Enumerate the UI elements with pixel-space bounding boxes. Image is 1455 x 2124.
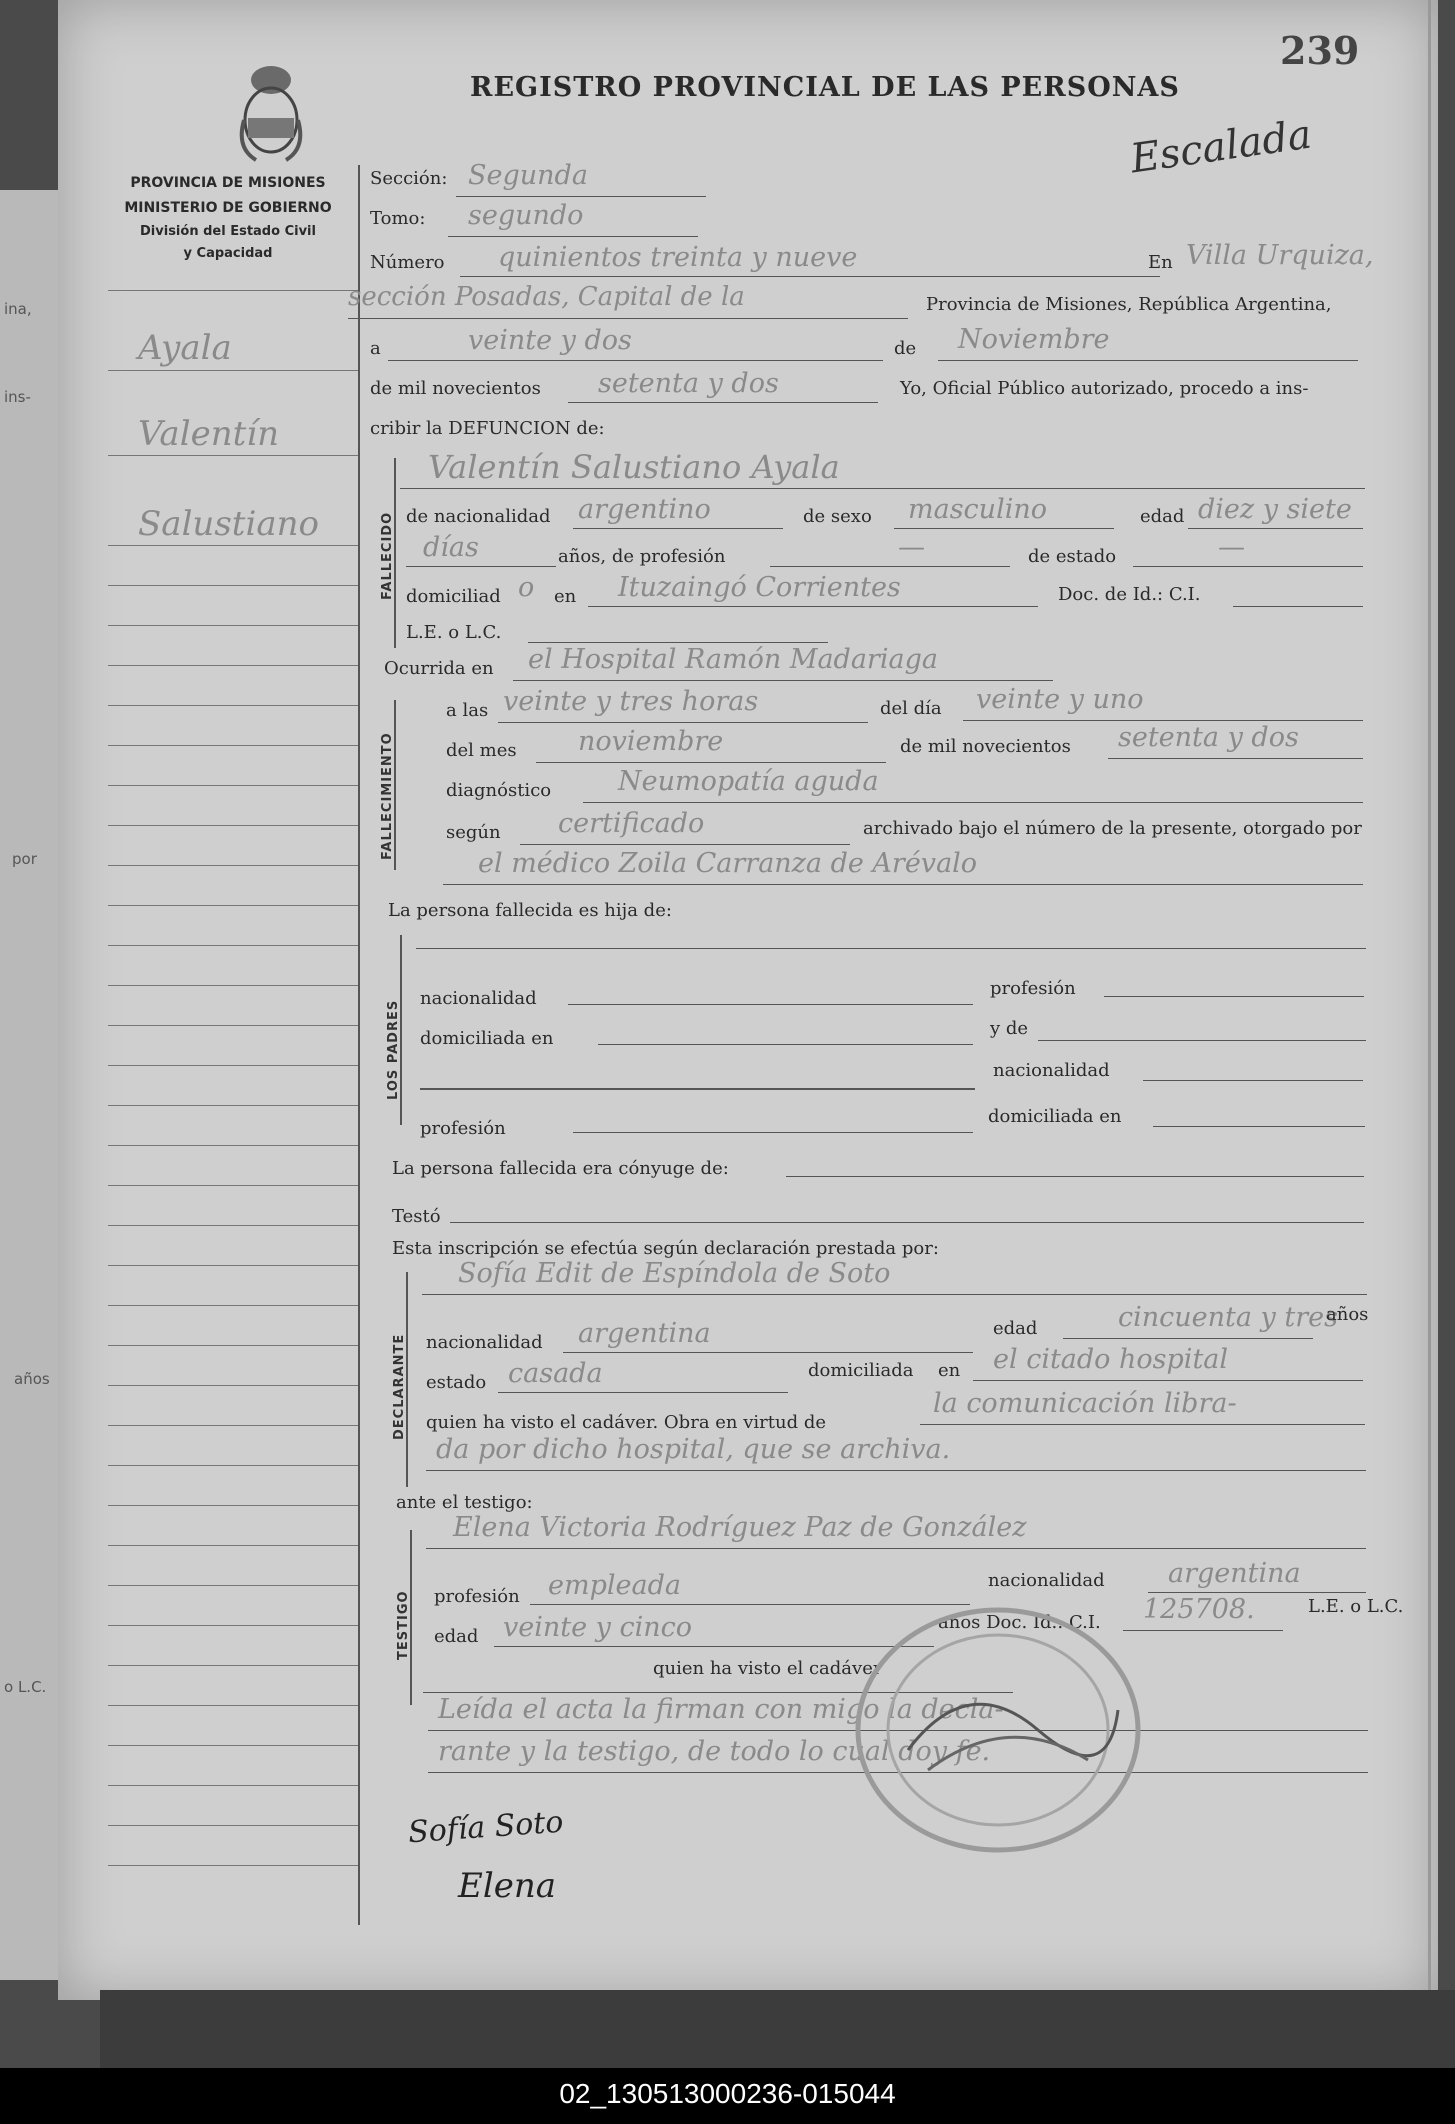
month-rule (938, 360, 1358, 361)
padre-domiciliada-rule (598, 1044, 973, 1045)
ocurrida-value: el Hospital Ramón Madariaga (528, 644, 938, 675)
fallecido-doc-rule (1233, 606, 1363, 607)
margin-rule (108, 1145, 358, 1146)
fallecido-domicilio-en: en (554, 586, 577, 607)
day-rule (388, 360, 883, 361)
margin-rule (108, 1025, 358, 1026)
declarante-edad-value: cincuenta y tres (1118, 1302, 1338, 1333)
anio-value: setenta y dos (1118, 722, 1299, 753)
testigo-name: Elena Victoria Rodríguez Paz de González (453, 1512, 1027, 1543)
anio-label: de mil novecientos (900, 736, 1071, 757)
ocurrida-rule (513, 680, 1053, 681)
margin-rule (108, 1065, 358, 1066)
left-page-fragment: por (12, 850, 37, 868)
fallecido-nacionalidad-value: argentino (578, 494, 711, 525)
testigo-section-label: TESTIGO (396, 1590, 411, 1660)
testo-text: Testó (392, 1206, 441, 1227)
testo-rule (450, 1222, 1364, 1223)
en-label: En (1148, 252, 1173, 273)
fallecido-domicilio-value: Ituzaingó Corrientes (618, 572, 901, 603)
margin-name-1: Valentín (138, 414, 280, 454)
year-rule (568, 402, 878, 403)
fallecido-edad-value: diez y siete (1198, 494, 1352, 525)
medico-rule (443, 884, 1363, 885)
declarante-nacionalidad-label: nacionalidad (426, 1332, 543, 1353)
year-prefix: de mil novecientos (370, 378, 541, 399)
image-id-caption: 02_130513000236-015044 (559, 2078, 896, 2109)
left-page-fragment: ina, (4, 300, 32, 318)
margin-rule (108, 1785, 358, 1786)
declarante-nacionalidad-value: argentina (578, 1318, 711, 1349)
margin-divider (358, 165, 360, 1925)
declarante-estado-rule (498, 1392, 788, 1393)
ante-text: ante el testigo: (396, 1492, 533, 1513)
registrar-signature: Escalada (1127, 111, 1315, 183)
margin-rule (108, 985, 358, 986)
fallecido-edad-label: edad (1140, 506, 1185, 527)
ocurrida-label: Ocurrida en (384, 658, 494, 679)
diag-rule (583, 802, 1363, 803)
margin-rule (108, 665, 358, 666)
margin-rule (108, 825, 358, 826)
fallecido-domicilio-rule (588, 606, 1038, 607)
seccion-label: Sección: (370, 168, 448, 189)
madre-nacionalidad-label: nacionalidad (993, 1060, 1110, 1081)
year-value: setenta y dos (598, 368, 779, 399)
document-page (58, 0, 1438, 2000)
margin-rule (108, 945, 358, 946)
margin-rule (108, 705, 358, 706)
madre-yde-label: y de (990, 1018, 1029, 1039)
agency-province: PROVINCIA DE MISIONES (130, 175, 326, 191)
declarante-domicilio-rule (973, 1380, 1363, 1381)
margin-rule (108, 370, 358, 371)
diag-value: Neumopatía aguda (618, 766, 879, 797)
margin-rule (108, 1545, 358, 1546)
location-rule (348, 318, 908, 319)
declarante-edad-label: edad (993, 1318, 1038, 1339)
margin-rule (108, 545, 358, 546)
margin-rule (108, 1745, 358, 1746)
margin-rule (108, 865, 358, 866)
margin-rule (108, 1345, 358, 1346)
fallecido-sexo-label: de sexo (803, 506, 872, 527)
testigo-nacionalidad-value: argentina (1168, 1558, 1301, 1589)
madre-domiciliada-rule (1153, 1126, 1365, 1127)
margin-rule (108, 1425, 358, 1426)
margin-rule (108, 1705, 358, 1706)
diag-label: diagnóstico (446, 780, 552, 801)
padre-domiciliada-label: domiciliada en (420, 1028, 554, 1049)
declarante-domiciliada-en: en (938, 1360, 961, 1381)
fallecido-profesion-value: — (898, 532, 925, 563)
testigo-nacionalidad-label: nacionalidad (988, 1570, 1105, 1591)
fallecido-le-label: L.E. o L.C. (406, 622, 502, 643)
fallecido-name-rule (400, 488, 1365, 489)
month-value: Noviembre (958, 324, 1110, 355)
madre-name-rule (1038, 1040, 1366, 1041)
declarante-signature: Sofía Soto (406, 1804, 565, 1851)
a-label: a (370, 338, 381, 359)
testigo-edad-label: edad (434, 1626, 479, 1647)
testigo-le-label: L.E. o L.C. (1308, 1596, 1404, 1617)
margin-rule (108, 1105, 358, 1106)
fallecido-sexo-rule (894, 528, 1114, 529)
padre-name-rule (416, 948, 1366, 949)
margin-rule (108, 785, 358, 786)
padre-nacionalidad-label: nacionalidad (420, 988, 537, 1009)
declarante-cadaver-text: quien ha visto el cadáver. Obra en virtud de (426, 1412, 827, 1433)
declarante-domiciliada-label: domiciliada (808, 1360, 914, 1381)
testigo-doc-label: años Doc. Id.: C.I. (938, 1612, 1101, 1633)
declaracion-text: Esta inscripción se efectúa según declaración prestada por: (392, 1238, 939, 1259)
hora-label: a las (446, 700, 489, 721)
margin-rule (108, 1225, 358, 1226)
fallecido-edad-value-2: días (423, 532, 479, 563)
en-value: Villa Urquiza, (1186, 240, 1374, 271)
padre-profesion-rule (1104, 996, 1364, 997)
margin-rule (108, 455, 358, 456)
padre-profesion2-rule (573, 1132, 973, 1133)
fallecido-edad-rule (1188, 528, 1363, 529)
numero-label: Número (370, 252, 445, 273)
fallecido-doc-label: Doc. de Id.: C.I. (1058, 584, 1201, 605)
provincia-text: Provincia de Misiones, República Argentina, (926, 294, 1332, 315)
seccion-rule (456, 196, 706, 197)
day-value: veinte y dos (468, 325, 632, 356)
official-seal-stamp-icon (848, 1600, 1148, 1860)
margin-rule (108, 625, 358, 626)
segun-label: según (446, 822, 501, 843)
folio-number: 239 (1280, 28, 1360, 73)
testigo-nacionalidad-rule (1148, 1592, 1366, 1593)
fallecido-edad-rule-2 (406, 566, 556, 567)
mes-value: noviembre (578, 726, 724, 757)
left-page-fragment: ins- (4, 388, 31, 406)
testigo-profesion-value: empleada (548, 1570, 681, 1601)
numero-rule (460, 276, 1160, 277)
fallecido-nacionalidad-rule (573, 528, 783, 529)
padre-profesion-label: profesión (990, 978, 1076, 999)
fallecido-profesion-rule (770, 566, 1010, 567)
agency-ministry: MINISTERIO DE GOBIERNO (124, 200, 332, 216)
margin-surname: Ayala (138, 328, 232, 368)
fallecido-le-rule (528, 642, 828, 643)
padre-nacionalidad-rule (568, 1004, 973, 1005)
left-page-fragment: años (14, 1370, 50, 1388)
fallecido-domiciliado-label: domiciliad (406, 586, 501, 607)
oficial-text-2: cribir la DEFUNCION de: (370, 418, 605, 439)
margin-rule (108, 905, 358, 906)
location-value: sección Posadas, Capital de la (348, 282, 745, 312)
declarante-virtud-value: la comunicación libra- (933, 1388, 1237, 1419)
tomo-label: Tomo: (370, 208, 426, 229)
margin-name-2: Salustiano (138, 504, 319, 544)
agency-capacity: y Capacidad (183, 246, 273, 261)
archivado-text: archivado bajo el número de la presente, otorgado por (863, 818, 1362, 839)
argentine-coat-of-arms-icon (236, 58, 306, 168)
declarante-section-label: DECLARANTE (392, 1333, 407, 1440)
hora-rule (498, 722, 868, 723)
testigo-doc-value: 125708. (1143, 1594, 1255, 1625)
margin-rule (108, 1385, 358, 1386)
anio-rule (1108, 758, 1363, 759)
fallecido-name: Valentín Salustiano Ayala (428, 448, 840, 486)
margin-rule (108, 1505, 358, 1506)
mes-rule (536, 762, 886, 763)
margin-rule (108, 1865, 358, 1866)
fallecido-section-label: FALLECIDO (380, 511, 395, 600)
conyuge-rule (786, 1176, 1364, 1177)
declarante-estado-value: casada (508, 1358, 603, 1389)
margin-rule (108, 745, 358, 746)
testigo-signature: Elena (458, 1866, 556, 1906)
hija-text: La persona fallecida es hija de: (388, 900, 672, 921)
page-title: REGISTRO PROVINCIAL DE LAS PERSONAS (470, 72, 1180, 103)
medico-value: el médico Zoila Carranza de Arévalo (478, 848, 978, 879)
agency-division: División del Estado Civil (140, 224, 316, 239)
segun-value: certificado (558, 808, 705, 839)
declarante-virtud-value-2: da por dicho hospital, que se archiva. (436, 1434, 951, 1465)
testigo-profesion-label: profesión (434, 1586, 520, 1607)
closing-line-1: Leída el acta la firman con migo la decla- (438, 1694, 1004, 1725)
padre-extra-rule (420, 1088, 975, 1090)
testigo-name-rule (426, 1548, 1366, 1549)
left-page-fragment: o L.C. (4, 1678, 47, 1696)
tomo-rule (448, 236, 698, 237)
mes-label: del mes (446, 740, 517, 761)
dia-value: veinte y uno (976, 684, 1144, 715)
dia-label: del día (880, 698, 942, 719)
madre-nacionalidad-rule (1143, 1080, 1363, 1081)
declarante-domicilio-value: el citado hospital (993, 1344, 1229, 1375)
testigo-edad-value: veinte y cinco (503, 1612, 693, 1643)
fallecido-estado-rule (1133, 566, 1363, 567)
fallecido-anos-label: años, de profesión (558, 546, 726, 567)
fallecido-sexo-value: masculino (908, 494, 1047, 525)
declarante-name-rule (422, 1294, 1367, 1295)
margin-rule (108, 1185, 358, 1186)
fallecido-estado-label: de estado (1028, 546, 1117, 567)
margin-rule (108, 290, 358, 291)
fallecimiento-section-label: FALLECIMIENTO (380, 732, 395, 860)
padres-section-label: LOS PADRES (386, 999, 401, 1100)
declarante-virtud-rule (920, 1424, 1365, 1425)
margin-rule (108, 1625, 358, 1626)
margin-rule (108, 1305, 358, 1306)
padre-profesion2-label: profesión (420, 1118, 506, 1139)
declarante-estado-label: estado (426, 1372, 487, 1393)
segun-rule (520, 844, 850, 845)
declarante-virtud-rule-2 (426, 1470, 1366, 1471)
declarante-nacionalidad-rule (563, 1352, 973, 1353)
madre-domiciliada-label: domiciliada en (988, 1106, 1122, 1127)
margin-rule (108, 1265, 358, 1266)
margin-rule (108, 1665, 358, 1666)
seccion-value: Segunda (468, 160, 588, 191)
fallecido-nacionalidad-label: de nacionalidad (406, 506, 551, 527)
conyuge-text: La persona fallecida era cónyuge de: (392, 1158, 729, 1179)
hora-value: veinte y tres horas (503, 686, 759, 717)
de-label: de (894, 338, 917, 359)
declarante-name: Sofía Edit de Espíndola de Soto (458, 1258, 891, 1289)
page-bottom-shadow (100, 1990, 1455, 2068)
tomo-value: segundo (468, 200, 584, 231)
margin-rule (108, 1465, 358, 1466)
margin-rule (108, 1585, 358, 1586)
numero-value: quinientos treinta y nueve (498, 242, 858, 273)
closing-line-2: rante y la testigo, de todo lo cual doy fe. (438, 1736, 991, 1767)
fallecido-domiciliado-suffix: o (518, 572, 535, 603)
fallecido-estado-value: — (1218, 532, 1245, 563)
oficial-text: Yo, Oficial Público autorizado, procedo a ins- (900, 378, 1309, 399)
page-edge (1428, 0, 1431, 2000)
declarante-edad-rule (1063, 1338, 1313, 1339)
margin-rule (108, 1825, 358, 1826)
dia-rule (963, 720, 1363, 721)
margin-rule (108, 585, 358, 586)
declarante-anos-label: años (1326, 1304, 1369, 1325)
testigo-cadaver-text: quien ha visto el cadáver (653, 1658, 882, 1679)
